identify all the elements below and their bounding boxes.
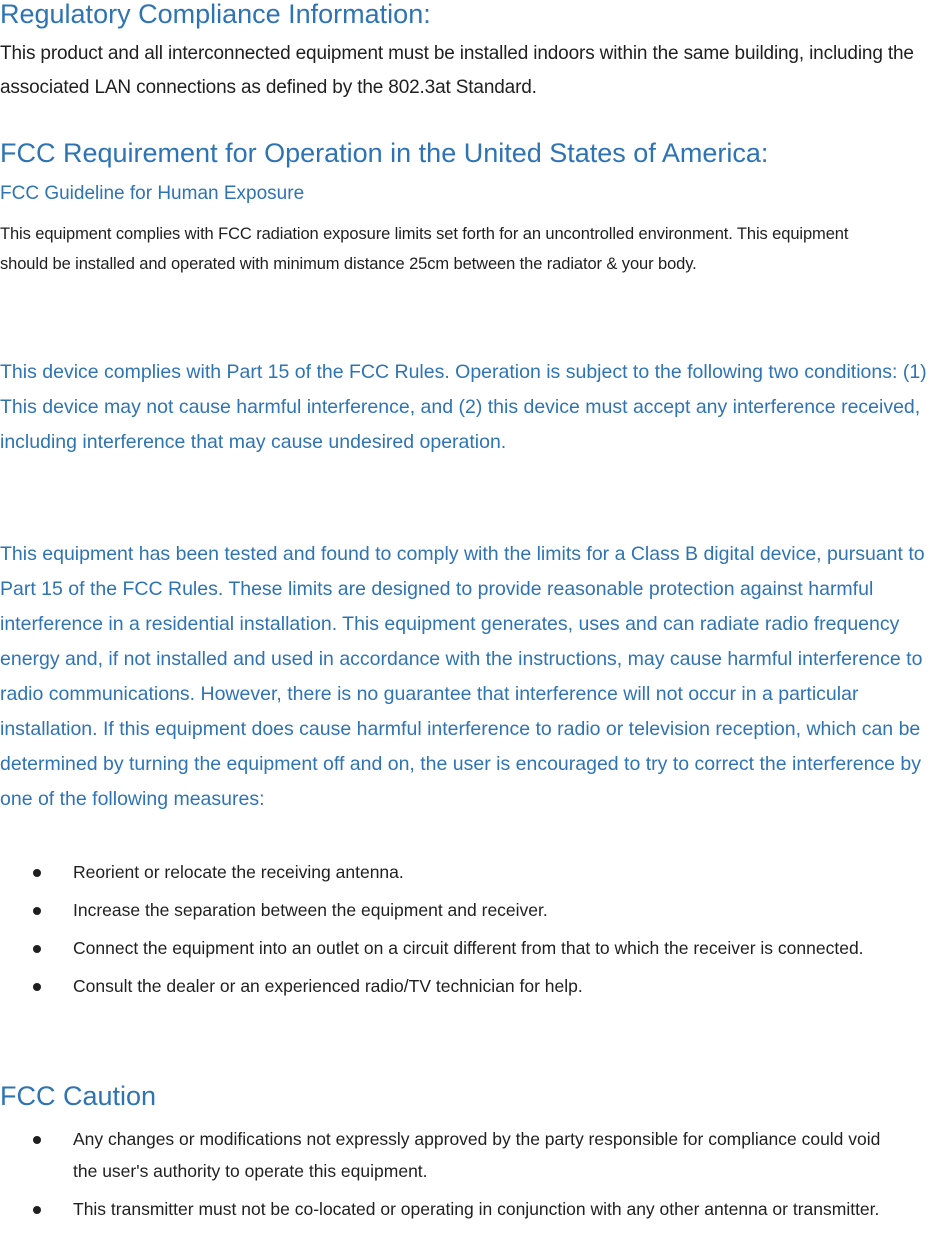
caution-text: This transmitter must not be co-located or operating in conjunction with any other antenna or transmitter.	[73, 1199, 880, 1219]
bullet-icon	[33, 869, 41, 877]
measure-text: Reorient or relocate the receiving antenna.	[73, 862, 404, 882]
bullet-icon	[33, 983, 41, 991]
list-item	[0, 932, 893, 964]
list-item	[0, 856, 893, 888]
fcc-requirement-heading: FCC Requirement for Operation in the United States of America:	[0, 138, 769, 168]
measures-list	[0, 856, 945, 1008]
human-exposure-subheading: FCC Guideline for Human Exposure	[0, 183, 305, 204]
measure-text: Connect the equipment into an outlet on a circuit different from that to which the receiver is connected.	[73, 938, 864, 958]
fcc-caution-heading: FCC Caution	[0, 1081, 157, 1111]
bullet-icon	[33, 1206, 41, 1214]
classb-text: This equipment has been tested and found to comply with the limits for a Class B digital device, pursuant to Part 15 of the FCC Rules. These limits are designed to provide reasonable protection against harmful interference in a residential installation. This equipment generates, uses and can radiate radio frequency energy and, if not installed and used in accordance with the instructions, may cause harmful interference to radio communications. However, there is no guarantee that interference will not occur in a particular installation. If this equipment does cause harmful interference to radio or television reception, which can be determined by turning the equipment off and on, the user is encouraged to try to correct the interference by one of the following measures:	[0, 543, 925, 810]
bullet-icon	[33, 945, 41, 953]
bullet-icon	[33, 907, 41, 915]
list-item	[0, 894, 893, 926]
part15-text: This device complies with Part 15 of the FCC Rules. Operation is subject to the following two conditions: (1) This device may not cause harmful interference, and (2) this device must accept any interference received, including interference that may cause undesired operation.	[0, 361, 927, 453]
regulatory-text: This product and all interconnected equipment must be installed indoors within the same building, including the associated LAN connections as defined by the 802.3at Standard.	[0, 43, 914, 98]
caution-list	[0, 1123, 945, 1231]
measure-text: Consult the dealer or an experienced radio/TV technician for help.	[73, 976, 583, 996]
list-item	[0, 1123, 893, 1187]
caution-text: Any changes or modifications not expressly approved by the party responsible for compliance could void the user's authority to operate this equipment.	[73, 1129, 881, 1181]
bullet-icon	[33, 1136, 41, 1144]
list-item	[0, 970, 893, 1002]
regulatory-heading: Regulatory Compliance Information:	[0, 0, 431, 29]
exposure-text: This equipment complies with FCC radiation exposure limits set forth for an uncontrolled environment. This equipment should be installed and operated with minimum distance 25cm between the radiator & your body.	[0, 225, 849, 273]
list-item	[0, 1193, 893, 1225]
measure-text: Increase the separation between the equipment and receiver.	[73, 900, 548, 920]
